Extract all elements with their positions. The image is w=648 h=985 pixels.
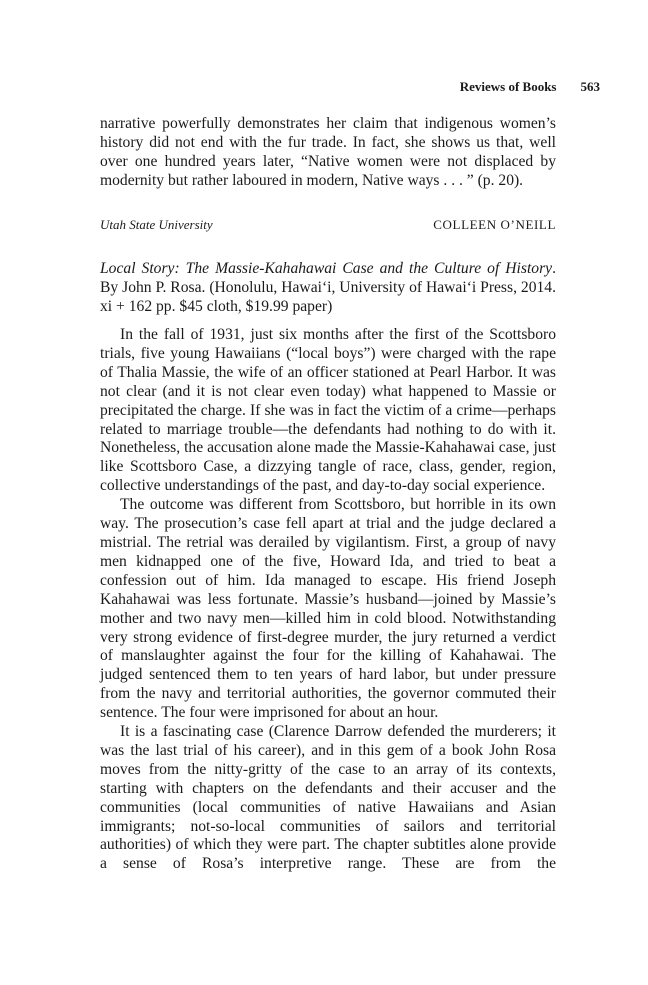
- body-paragraph-1: In the fall of 1931, just six months after the first of the Scottsboro trials, five young Hawaiians (“local boys”) were charged with the rape of Thalia Massie, the wife of an officer stationed at Pearl Harbor. It was not clear (and it is not clear even today) what happened to Massie or precipitated the charge. If she was in fact the victim of a crime—perhaps related to marriage trouble—the defendants had nothing to do with it. Nonetheless, the accusation alone made the Massie-Kahahawai case, just like Scottsboro Case, a dizzying tangle of race, class, gender, region, collective understandings of the past, and day-to-day social experience.: [100, 326, 556, 495]
- reviewer-affiliation: Utah State University: [100, 217, 213, 232]
- body-paragraph-2: The outcome was different from Scottsboro, but horrible in its own way. The prosecution’s case fell apart at trial and the judge declared a mistrial. The retrial was derailed by vigilantism. First, a group of navy men kidnapped one of the five, Howard Ida, and tried to beat a confession out of him. Ida managed to escape. His friend Joseph Kahahawai was less fortunate. Massie’s husband—joined by Massie’s mother and two navy men—killed him in cold blood. Notwithstanding very strong evidence of first-degree murder, the jury returned a verdict of manslaughter against the four for the killing of Kahahawai. The judged sentenced them to ten years of hard labor, but under pressure from the navy and territorial authorities, the governor commuted their sentence. The four were imprisoned for about an hour.: [100, 496, 556, 722]
- citation-details: . By John P. Rosa. (Honolulu, Hawai‘i, University of Hawai‘i Press, 2014. xi + 162 pp. $45 cloth, $19.99 paper): [100, 260, 556, 315]
- book-title: Local Story: The Massie-Kahahawai Case and the Culture of History: [100, 260, 553, 277]
- page-header: [100, 79, 600, 95]
- review-signature: [100, 217, 556, 233]
- reviewer-name: COLLEEN O’NEILL: [433, 217, 556, 232]
- intro-section: [100, 115, 556, 191]
- citation-text: [100, 260, 556, 317]
- running-head: Reviews of Books: [459, 79, 557, 94]
- book-citation: [100, 260, 556, 317]
- review-body: [100, 326, 556, 874]
- page-number: 563: [580, 79, 600, 94]
- intro-paragraph: narrative powerfully demonstrates her claim that indigenous women’s history did not end with the fur trade. In fact, she shows us that, well over one hundred years later, “Native women were not displaced by modernity but rather laboured in modern, Native ways . . . ” (p. 20).: [100, 115, 556, 189]
- body-paragraph-3: It is a fascinating case (Clarence Darrow defended the murderers; it was the last trial of his career), and in this gem of a book John Rosa moves from the nitty-gritty of the case to an array of its contexts, starting with chapters on the defendants and their accuser and the communities (local communities of native Hawaiians and Asian immigrants; not-so-local communities of sailors and territorial authorities) of which they were part. The chapter subtitles alone provide a sense of Rosa’s interpretive range. These are from the: [100, 723, 556, 873]
